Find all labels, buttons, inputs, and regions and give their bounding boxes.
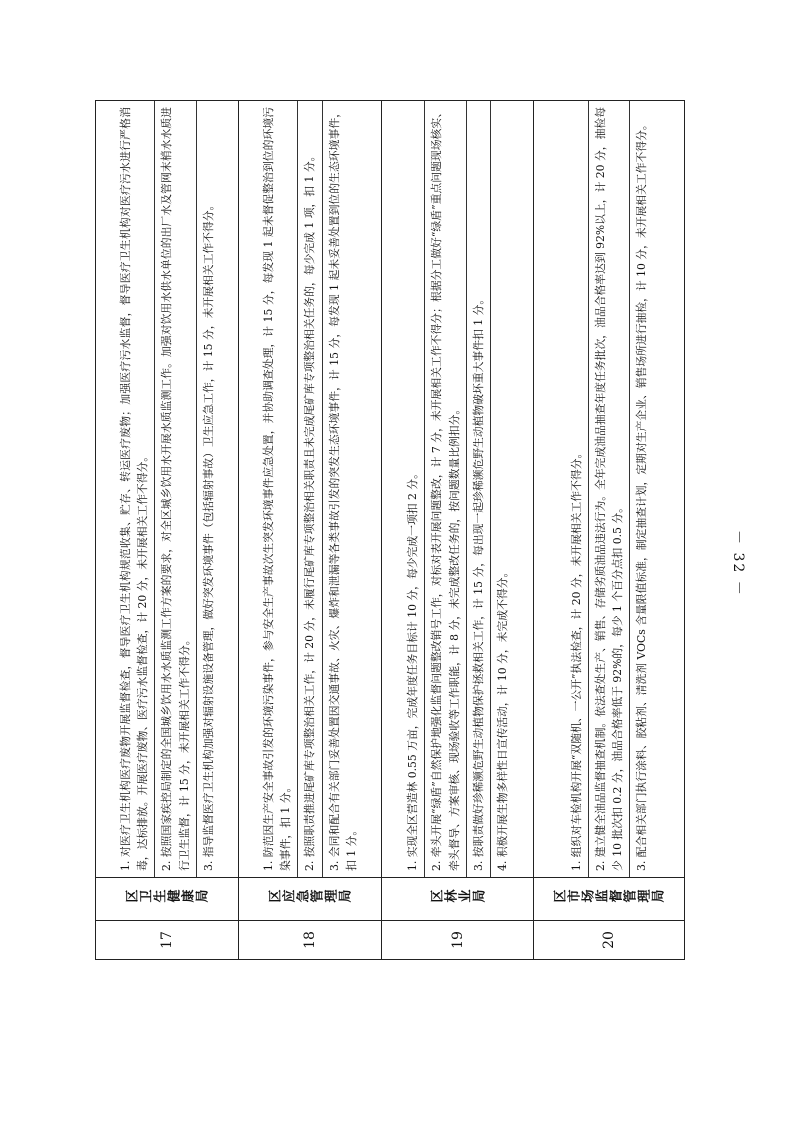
task-list [96,101,239,878]
table-row [239,101,382,960]
responsibility-table [95,100,685,960]
task-item: 1. 对医疗卫生机构医疗废物开展监督检查，督导医疗卫生机构规范收集、贮存、转运医疗废物；加强医疗污水监督，督导医疗卫生机构对医疗污水进行严格消毒，达标排放。开展医疗废物、医疗污水监督检查，计 20 分，未开展相关工作不得分。 [114,101,156,877]
department-name: 区卫生健康局 [96,878,239,921]
task-list [239,101,382,878]
department-name: 区市场监督管理局 [534,878,685,921]
row-number: 20 [534,921,685,960]
task-item: 2. 按照职责推进尾矿库专项整治相关工作，计 20 分，未履行尾矿库专项整治相关职责且未完成尾矿库专项整治相关任务的，每少完成 1 项，扣 1 分。 [298,101,322,877]
task-list [534,101,685,878]
department-name: 区林业局 [382,878,534,921]
task-item: 1. 组织对车检机构开展“双随机、一公开”执法检查，计 20 分，未开展相关工作不得分。 [565,101,589,877]
page-number: － 32 － [730,530,746,597]
task-item: 1. 实现全区营造林 0.55 万亩，完成年度任务目标计 10 分，每少完成一项扣 2 分。 [401,101,425,877]
task-item: 3. 按职责做好珍稀濒危野生动植物保护拯救相关工作，计 15 分，每出现一起珍稀濒危野生动植物破坏重大事件扣 1 分。 [467,101,491,877]
task-item: 3. 会同和配合有关部门妥善处置因交通事故、火灾、爆炸和泄漏等各类事故引发的突发生态环境事件，计 15 分，每发现 1 起未妥善处置到位的生态环境事件，扣 1 分。 [327,107,358,871]
task-item: 2. 牵头开展“绿盾”自然保护地强化监督问题整改销号工作，对标对表开展问题整改，计 7 分，未开展相关工作不得分；根据分工做好“绿盾”重点问题现场核实、牵头督导、方案审核、现场验收等工作职能，计 8 分，未完成整改任务的，按问题数量比例扣分。 [425,101,467,877]
task-item: 4. 积极开展生物多样性日宣传活动，计 10 分，未完成不得分。 [496,566,510,871]
row-number: 19 [382,921,534,960]
department-name: 区应急管理局 [239,878,382,921]
task-item: 1. 防范因生产安全事故引发的环境污染事件，参与安全生产事故次生突发环境事件应急处置，并协助调查处理，计 15 分，每发现 1 起未督促整治到位的环境污染事件，扣 1 分。 [257,101,299,877]
task-item: 3. 配合相关部门执行涂料、胶粘剂、清洗剂 VOCs 含量限值标准，制定抽查计划，定期对生产企业、销售场所进行抽检，计 10 分，未开展相关工作不得分。 [635,119,649,871]
table-row [534,101,685,960]
task-item: 2. 建立健全油品监督抽查机制。依法查处生产、销售、存储劣质油品违法行为。全年完成油品抽查年度任务批次，油品合格率达到 92%以上，计 20 分，抽检每少 10 批次扣 0.2 分，油品合格率低于 92%的，每少 1 个百分点扣 0.5 分。 [589,101,631,877]
rotated-table-page [95,100,685,960]
row-number: 18 [239,921,382,960]
task-item: 2. 按照国家疾控局制定的全国城乡饮用水水质监测工作方案的要求，对全区城乡饮用水开展水质监测工作。加强对饮用水供水单位的出厂水及管网末梢水水质进行卫生监督，计 15 分，未开展相关工作不得分。 [155,101,197,877]
row-number: 17 [96,921,239,960]
task-list [382,101,534,878]
table-row [382,101,534,960]
table-row [96,101,239,960]
task-item: 3. 指导监督医疗卫生机构加强对辐射设施设备管理，做好突发环境事件（包括辐射事故）卫生应急工作，计 15 分，未开展相关工作不得分。 [201,199,215,871]
